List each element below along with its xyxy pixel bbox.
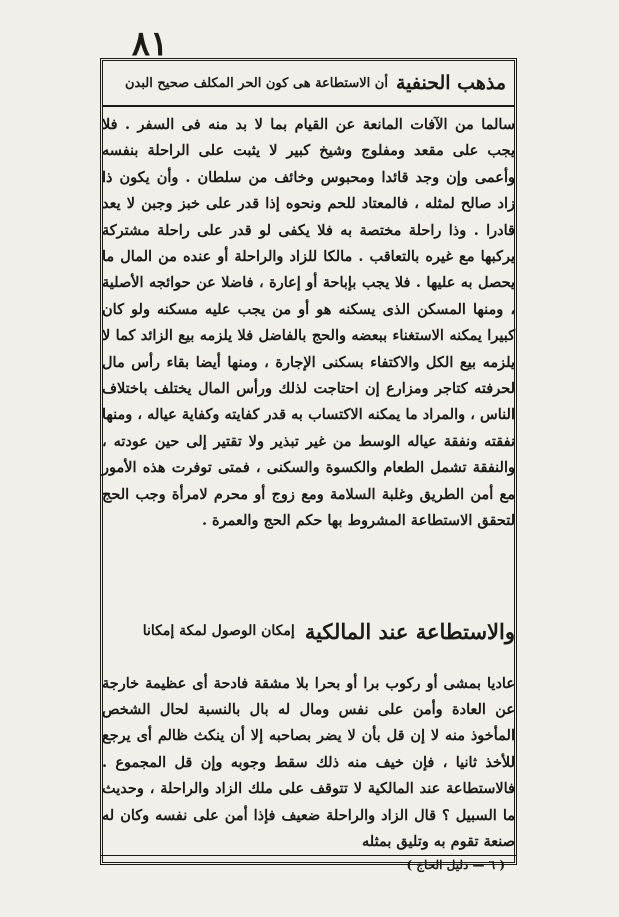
paragraph-2: عاديا بمشى أو ركوب برا أو بحرا بلا مشقة فادحة أى عظيمة خارجة عن العادة وأمن على نفس ومال له بال بالنسبة لحال الشخص المأخوذ منه لا إن قل بأن لا يضر بصاحبه إلا أن ينكث ظالم أى يرجع للأخذ ثانيا ، فإن خيف منه ذلك سقط وجوبه وإن قل المجموع . فالاستطاعة عند المالكية لا تتوقف على ملك الزاد والراحلة ، وحديث ما السبيل ؟ قال الزاد والراحلة ضعيف فإذا أمن على نفسه وكان له صنعة تقوم به وتليق بمثله bbox=[102, 674, 515, 850]
paragraph-1: سالما من الآفات المانعة عن القيام بما لا بد منه فى السفر . فلا يجب على مقعد ومفلوج وشيخ كبير لا يثبت على الراحلة بنفسه وأعمى وإن وجد قائدا ومحبوس وخائف من سلطان . وأن يكون ذا زاد صالح لمثله ، فالمعتاد للحم ونحوه إذا قدر على خبز وجبن لا يعد قادرا . وذا راحلة مختصة به فلا يكفى لو قدر على راحلة مشتركة يركبها مع غيره بالتعاقب . مالكا للزاد والراحلة أو عنده من المال ما يحصل به عليها . فلا يجب بإباحة أو إعارة ، فاضلا عن حوائجه الأصلية ، ومنها المسكن الذى يسكنه هو أو من يجب عليه مسكنه ولو كان كبيرا يمكنه الاستغناء ببعضه والحج بالفاضل فلا يلزمه بيع الزائد كما لا يلزمه بيع الكل والاكتفاء بسكنى الإجارة ، ومنها أيضا بقاء رأس مال لحرفته كتاجر ومزارع إن احتاجت لذلك ورأس المال يختلف باختلاف الناس ، والمراد ما يمكنه الاكتساب به قدر كفايته وكفاية عياله ، ومنها نفقته ونفقة عياله الوسط من غير تبذير ولا تقتير إلى حين عودته ، والنفقة تشمل الطعام والكسوة والسكنى ، فمتى توفرت هذه الأمور مع أمن الطريق وغلبة السلامة ومع زوج أو محرم لامرأة وجب الحج لتحقق الاستطاعة المشروط بها حكم الحج والعمرة . bbox=[102, 116, 515, 530]
page-number: ٨١ bbox=[131, 24, 169, 64]
maliki-heading bbox=[102, 608, 515, 654]
maliki-heading-title: والاستطاعة عند المالكية bbox=[304, 618, 515, 644]
hanafi-paragraph bbox=[102, 112, 515, 535]
frame-header bbox=[103, 61, 514, 107]
school-heading: مذهب الحنفية bbox=[395, 72, 506, 94]
footer-signature: ( ٦ — دليل الحاج ) bbox=[406, 858, 505, 872]
maliki-paragraph bbox=[102, 656, 515, 870]
page-footer bbox=[100, 855, 517, 872]
definition-heading: أن الاستطاعة هى كون الحر المكلف صحيح البدن bbox=[125, 75, 388, 91]
maliki-heading-lead: إمكان الوصول لمكة إمكانا bbox=[142, 623, 295, 639]
